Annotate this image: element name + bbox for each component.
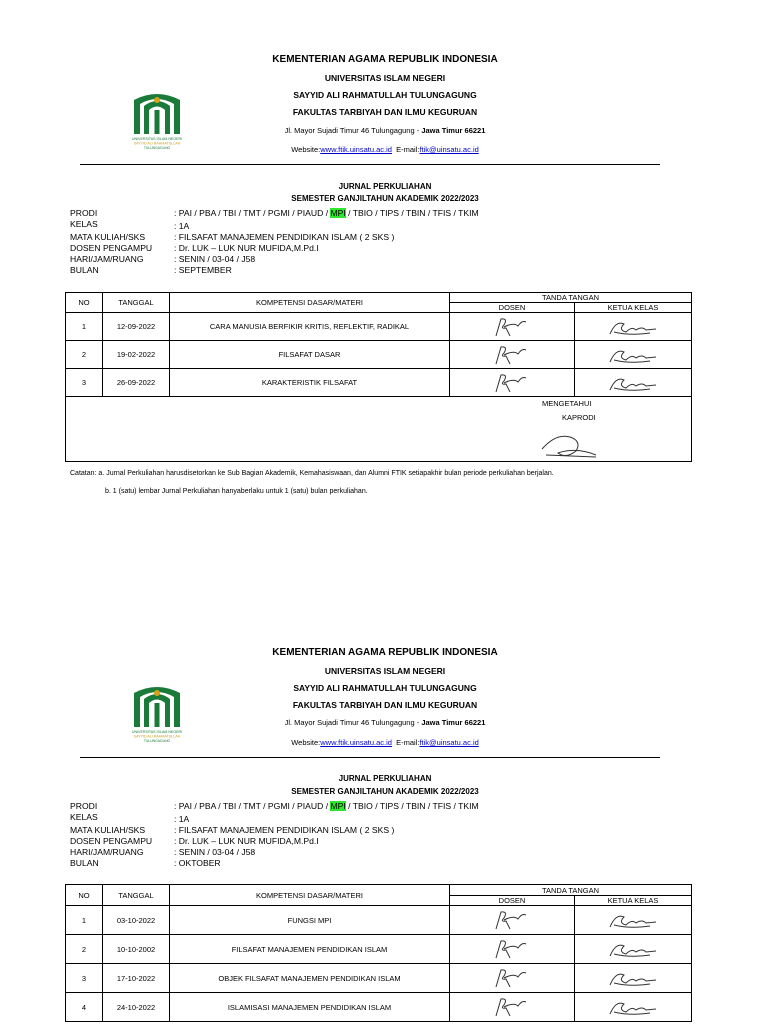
col-tanda-header: TANDA TANGAN — [450, 293, 692, 303]
dosen-value: : Dr. LUK – LUK NUR MUFIDA,M.Pd.I — [174, 243, 319, 253]
table-row: 2 10-10-2002 FILSAFAT MANAJEMEN PENDIDIKAN ISLAM — [66, 935, 692, 964]
header-divider — [80, 164, 660, 165]
journal-title: JURNAL PERKULIAHAN — [338, 774, 432, 783]
dosen-label: DOSEN PENGAMPU — [70, 836, 153, 846]
kelas-value: : 1A — [174, 814, 190, 824]
prodi-label: PRODI — [70, 801, 98, 811]
bulan-value: : OKTOBER — [174, 858, 221, 868]
matkul-value: : FILSAFAT MANAJEMEN PENDIDIKAN ISLAM ( 2 SKS ) — [174, 825, 395, 835]
university-logo-icon — [124, 90, 190, 150]
svg-text:TULUNGAGUNG: TULUNGAGUNG — [143, 146, 171, 150]
website-link[interactable]: www.ftik.uinsatu.ac.id — [320, 738, 392, 747]
dosen-signature-icon — [450, 369, 575, 397]
faculty-heading: FAKULTAS TARBIYAH DAN ILMU KEGURUAN — [292, 107, 478, 117]
hari-label: HARI/JAM/RUANG — [70, 254, 144, 264]
contact-line: Website:www.ftik.uinsatu.ac.id E-mail:ftik@uinsatu.ac.id — [291, 145, 479, 154]
hari-label: HARI/JAM/RUANG — [70, 847, 144, 857]
journal-title: JURNAL PERKULIAHAN — [338, 182, 432, 191]
semester-title: SEMESTER GANJILTAHUN AKADEMIK 2022/2023 — [291, 194, 479, 203]
dosen-signature-icon — [450, 993, 575, 1022]
university-logo-icon — [124, 683, 190, 743]
dosen-value: : Dr. LUK – LUK NUR MUFIDA,M.Pd.I — [174, 836, 319, 846]
table-row: 1 12-09-2022 CARA MANUSIA BERFIKIR KRITIS, REFLEKTIF, RADIKAL — [66, 313, 692, 341]
address: Jl. Mayor Sujadi Timur 46 Tulungagung - Jawa Timur 66221 — [284, 718, 486, 727]
hari-value: : SENIN / 03-04 / J58 — [174, 847, 256, 857]
col-materi-header: KOMPETENSI DASAR/MATERI — [170, 885, 450, 906]
ketua-signature-icon — [575, 313, 692, 341]
col-materi-header: KOMPETENSI DASAR/MATERI — [170, 293, 450, 313]
journal-table — [65, 884, 692, 1022]
table-row: 4 24-10-2022 ISLAMISASI MANAJEMEN PENDIDIKAN ISLAM — [66, 993, 692, 1022]
course-info — [70, 208, 570, 278]
ministry-heading: KEMENTERIAN AGAMA REPUBLIK INDONESIA — [272, 54, 498, 65]
table-row: 2 19-02-2022 FILSAFAT DASAR — [66, 341, 692, 369]
table-row: 1 03-10-2022 FUNGSI MPI — [66, 906, 692, 935]
col-tanggal-header: TANGGAL — [103, 293, 170, 313]
ministry-heading: KEMENTERIAN AGAMA REPUBLIK INDONESIA — [272, 647, 498, 658]
hari-value: : SENIN / 03-04 / J58 — [174, 254, 256, 264]
dosen-signature-icon — [450, 964, 575, 993]
prodi-value: : PAI / PBA / TBI / TMT / PGMI / PIAUD / MPI / TBIO / TIPS / TBIN / TFIS / TKIM — [174, 801, 479, 811]
col-no-header: NO — [66, 885, 103, 906]
bulan-label: BULAN — [70, 858, 99, 868]
kaprodi-label: KAPRODI — [562, 413, 596, 422]
dosen-label: DOSEN PENGAMPU — [70, 243, 153, 253]
svg-text:TULUNGAGUNG: TULUNGAGUNG — [143, 739, 171, 743]
ketua-signature-icon — [575, 964, 692, 993]
matkul-label: MATA KULIAH/SKS — [70, 232, 146, 242]
svg-text:SAYYID ALI RAHMATULLAH: SAYYID ALI RAHMATULLAH — [133, 141, 181, 146]
matkul-value: : FILSAFAT MANAJEMEN PENDIDIKAN ISLAM ( 2 SKS ) — [174, 232, 395, 242]
col-ketua-header: KETUA KELAS — [575, 303, 692, 313]
contact-line: Website:www.ftik.uinsatu.ac.id E-mail:ftik@uinsatu.ac.id — [291, 738, 479, 747]
svg-text:UNIVERSITAS ISLAM NEGERI: UNIVERSITAS ISLAM NEGERI — [131, 137, 183, 141]
matkul-label: MATA KULIAH/SKS — [70, 825, 146, 835]
bulan-value: : SEPTEMBER — [174, 265, 232, 275]
svg-text:SAYYID ALI RAHMATULLAH: SAYYID ALI RAHMATULLAH — [133, 734, 181, 739]
dosen-signature-icon — [450, 906, 575, 935]
ketua-signature-icon — [575, 341, 692, 369]
col-dosen-header: DOSEN — [450, 896, 575, 906]
website-link[interactable]: www.ftik.uinsatu.ac.id — [320, 145, 392, 154]
ketua-signature-icon — [575, 369, 692, 397]
dosen-signature-icon — [450, 313, 575, 341]
note-line-1: Catatan: a. Jurnal Perkuliahan harusdisetorkan ke Sub Bagian Akademik, Kemahasiswaan, dan Alumni FTIK setiapakhir bulan periode perkuliahan berjalan. — [70, 470, 554, 477]
dosen-signature-icon — [450, 935, 575, 964]
address: Jl. Mayor Sujadi Timur 46 Tulungagung - Jawa Timur 66221 — [284, 126, 486, 135]
header-divider — [80, 757, 660, 758]
ketua-signature-icon — [575, 935, 692, 964]
email-link[interactable]: ftik@uinsatu.ac.id — [419, 738, 479, 747]
mengetahui-label: MENGETAHUI — [542, 399, 592, 408]
course-info — [70, 801, 570, 871]
dosen-signature-icon — [450, 341, 575, 369]
semester-title: SEMESTER GANJILTAHUN AKADEMIK 2022/2023 — [291, 787, 479, 796]
table-footer-row — [66, 397, 692, 462]
kelas-value: : 1A — [174, 221, 190, 231]
university-name-heading: SAYYID ALI RAHMATULLAH TULUNGAGUNG — [293, 90, 477, 100]
ketua-signature-icon — [575, 993, 692, 1022]
kaprodi-signature-icon — [536, 427, 606, 459]
note-line-2: b. 1 (satu) lembar Jurnal Perkuliahan hanyaberlaku untuk 1 (satu) bulan perkuliahan. — [105, 488, 368, 495]
bulan-label: BULAN — [70, 265, 99, 275]
col-no-header: NO — [66, 293, 103, 313]
email-link[interactable]: ftik@uinsatu.ac.id — [419, 145, 479, 154]
faculty-heading: FAKULTAS TARBIYAH DAN ILMU KEGURUAN — [292, 700, 478, 710]
col-dosen-header: DOSEN — [450, 303, 575, 313]
kelas-label: KELAS — [70, 812, 98, 822]
prodi-value: : PAI / PBA / TBI / TMT / PGMI / PIAUD / MPI / TBIO / TIPS / TBIN / TFIS / TKIM — [174, 208, 479, 218]
university-heading: UNIVERSITAS ISLAM NEGERI — [324, 666, 446, 676]
col-tanda-header: TANDA TANGAN — [450, 885, 692, 896]
kelas-label: KELAS — [70, 219, 98, 229]
table-row: 3 17-10-2022 OBJEK FILSAFAT MANAJEMEN PENDIDIKAN ISLAM — [66, 964, 692, 993]
svg-text:UNIVERSITAS ISLAM NEGERI: UNIVERSITAS ISLAM NEGERI — [131, 730, 183, 734]
ketua-signature-icon — [575, 906, 692, 935]
prodi-label: PRODI — [70, 208, 98, 218]
col-ketua-header: KETUA KELAS — [575, 896, 692, 906]
table-row: 3 26-09-2022 KARAKTERISTIK FILSAFAT — [66, 369, 692, 397]
university-name-heading: SAYYID ALI RAHMATULLAH TULUNGAGUNG — [293, 683, 477, 693]
university-heading: UNIVERSITAS ISLAM NEGERI — [324, 73, 446, 83]
journal-table — [65, 292, 692, 462]
col-tanggal-header: TANGGAL — [103, 885, 170, 906]
